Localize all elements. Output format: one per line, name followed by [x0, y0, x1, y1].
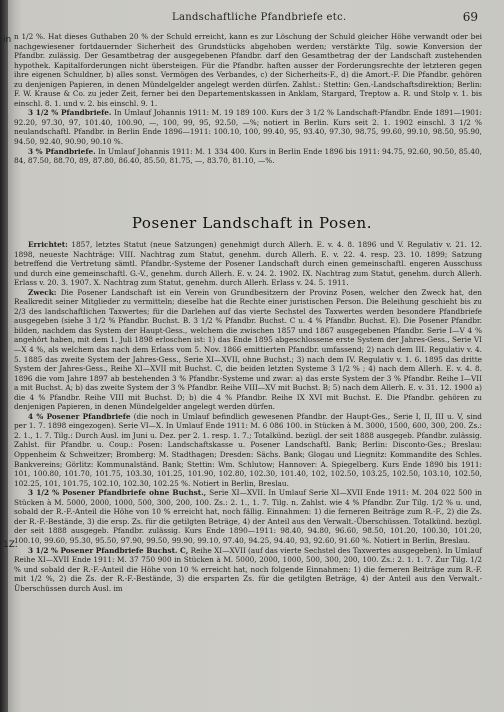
paragraph-3-5-buchst-c — [14, 546, 482, 594]
paragraph-4-pfandbriefe — [14, 412, 482, 488]
paragraph-3-5-pfandbriefe — [14, 108, 482, 146]
edge-mark-top: in — [3, 35, 12, 45]
paragraph-text: (die noch in Umlauf befindlich gewesenen Pfandbr. der Haupt-Ges., Serie I, II, III u. V, sind per 1. 7. 1898 eingezogen). Serie VI—X. In Umlauf Ende 1911: M. 6 086 100. in Stücken à M. 3000, 1500, 600, 300, 200. Zs.: 2. 1., 1. 7. Tilg.: Durch Ausl. im Juni u. Dez. per 2. 1. resp. 1. 7.; Totalkünd. bezügl. der seit 1888 ausgegeb. Pfandbr. zulässig. Zahlst. für Pfandbr. u. Coup.: Posen: Landschaftskasse u. Posener Landschaftl. Bank; Berlin: Disconto-Ges.; Breslau: Oppenheim & Schweitzer; Bromberg: M. Stadthagen; Dresden: Sächs. Bank; Glogau und Liegnitz: Kommandite des Schles. Bankvereins; Görlitz: Kommunalständ. Bank; Stettin: Wm. Schlutow; Hannover: A. Spiegelberg. Kurs Ende 1890 bis 1911: 101, 100.80, 101.70, 101.75, 103.30, 101.25, 101.90, 102.80, 102.30, 101.40, 102, 102.50, 103.25, 102.50, 103.10, 102.50, 102.25, 101, 101.75, 102.10, 102.30, 102.25 %. Notiert in Berlin, Breslau. — [14, 411, 482, 488]
paragraph-label: 3 1/2 % Posener Pfandbriefe Buchst. C, — [28, 545, 189, 555]
paragraph-text: 1857, letztes Statut (neue Satzungen) genehmigt durch Allerh. E. v. 4. 8. 1896 und V. Regulativ v. 21. 12. 1898, neueste Nachträge: VIII. Nachtrag zum Statut, genehm. durch Allerh. E. v. 22. 4. resp. 23. 10. 1899; Satzung betreffend die Vertretung sämtl. Pfandbr.-Systeme der Posener Landschaft durch einen gemeinschaftl. engeren Ausschuss und durch eine gemeinschaftl. G.-V., genehm. durch Allerh. E. v. 24. 2. 1902. IX. Nachtrag zum Statut, genehm. durch Allerh. Erlass v. 20. 3. 1907. X. Nachtrag zum Statut, genehm. durch Allerh. Erlass v. 24. 5. 1911. — [14, 240, 482, 288]
running-title: Landschaftliche Pfandbriefe etc. — [172, 12, 347, 23]
section-posener-landschaft — [14, 240, 482, 593]
paragraph-text: Die Posener Landschaft ist ein Verein von Grundbesitzern der Provinz Posen, welcher den Zweck hat, den Realkredit seiner Mitglieder zu vermitteln; dieselbe hat die Rechte einer juristischen Person. Die Beleihung geschieht bis zu 2/3 des landschaftlichen Taxwertes; für die Darlehen auf das vierte Sechstel des Taxwertes werden besondere Pfandbriefe ausgegeben (siehe 3 1/2 % Pfandbr. Buchst. B. 3 1/2 % Pfandbr. Buchst. C u. 4 % Pfandbr. Buchst. E). Die Posener Pfandbr. bilden, nachdem das System der Haupt-Gess., welchem die zwischen 1857 und 1867 ausgegebenen Pfandbr. Serie I—V 4 % angehört haben, mit dem 1. Juli 1898 erloschen ist: 1) das Ende 1895 abgeschlossene erste System der Jahres-Gess., Serie VI—X 4 %, als welchem das nach dem Erlass vom 5. Nov. 1866 emittierten Pfandbr. umfassend; 2) nach dem III. Regulativ v. 4. 5. 1885 das zweite System der Jahres-Gess., Serie XI—XVII, ohne Buchst.; 3) nach dem IV. Regulativ v. 1. 6. 1895 das dritte System der Jahres-Gess., Reihe XI—XVII mit Buchst. C, die beiden letzten Systeme 3 1/2 % ; 4) nach dem Allerh. E. v. 4. 8. 1896 die vom Jahre 1897 ab bestehenden 3 % Pfandbr.-Systeme und zwar: a) das erste System der 3 % Pfandbr. Reihe I—VII a mit Buchst. A; b) das zweite System der 3 % Pfandbr. Reihe VIII—XV mit Buchst. B; 5) nach dem Allerh. E. v. 31. 12. 1900 a) die 4 % Pfandbr. Reihe VIII mit Buchst. D; b) die 4 % Pfandbr. Reihe IX XVI mit Buchst. E. Die Pfandbr. gehören zu denjenigen Papieren, in denen Mündelgelder angelegt werden dürfen. — [14, 287, 482, 412]
paragraph-label: 3 % Pfandbriefe. — [28, 146, 96, 156]
paragraph-label: Errichtet: — [28, 240, 68, 249]
paragraph-label: 4 % Posener Pfandbriefe — [28, 411, 131, 421]
paragraph-3-5-ohne-buchst — [14, 488, 482, 545]
paragraph-text: In Umlauf Johannis 1911: M. 1 334 400. Kurs in Berlin Ende 1896 bis 1911: 94.75, 92.60, 90.50, 85.40, 84, 87.50, 88.70, 89, 87.80, 86.40, 85.50, 81.75, —, 83.70, 81.10, —%. — [14, 146, 482, 166]
paragraph-errichtet — [14, 240, 482, 288]
paragraph-terms — [14, 32, 482, 108]
paragraph-label: Zweck: — [28, 287, 57, 297]
page-number: 69 — [462, 10, 478, 24]
section-heading: Posener Landschaft in Posen. — [131, 214, 373, 232]
page-gutter — [0, 0, 8, 712]
paragraph-text: n 1/2 %. Hat dieses Guthaben 20 % der Schuld erreicht, kann es zur Löschung der Schuld gleicher Höhe verwandt oder bei nachgewiesener fortdauernder Sicherheit des Grundstücks abgehoben werden; verstärkte Tilg. sowie Konversion der Pfandbr. zulässig. Der Gesamtbetrag der ausgegebenen Pfandbr. darf den Gesamtbetrag der der Landschaft zustehenden hypothek. Kapitalforderungen nicht übersteigen. Für die Pfandbr. haften ausser der Forderungsrechte der letzteren gegen ihre eigenen Schuldner, b) alles sonst. Vermögen des Verbandes, c) der Sicherheits-F., d) die Amort.-F. Die Pfandbr. gehören zu denjenigen Papieren, in denen Mündelgelder angelegt werden dürfen. Zahlst.: Stettin: Gen.-Landschaftsdirektion; Berlin: F. W. Krause & Co. zu jeder Zeit, ferner bei den Departementskassen in Anklam, Stargard, Treptow a. R. und Stolp v. 1. bis einschl. 8. 1. und v. 2. bis einschl. 9. 1. — [14, 32, 482, 108]
paragraph-text: Reihe XI—XVII (auf das vierte Sechstel des Taxwertes ausgegeben). In Umlauf Reihe XI—XVII Ende 1911: M. 37 750 900 in Stücken à M. 5000, 2000, 1000, 500, 300, 200, 100. Zs.: 2. 1. 1. 7. Zur Tilg. 1/2 % und sobald der R.-F.-Anteil die Höhe von 10 % erreicht hat, noch folgende Einnahmen: 1) die ferneren Beiträge zum R.-F. mit 1/2 %, 2) die Zs. der R.-F.-Bestände, 3) die ersparten Zs. für die getilgten Beträge, 4) der Anteil aus den Verwalt.-Überschüssen durch Ausl. im — [14, 545, 482, 593]
paragraph-label: 3 1/2 % Pfandbriefe. — [28, 108, 112, 118]
paragraph-text: Serie XI—XVII. In Umlauf Serie XI—XVII Ende 1911: M. 204 022 500 in Stücken à M. 5000, 2000, 1000, 500, 300, 200, 100. Zs.: 2. 1., 1. 7. Tilg. n. Zahlst. wie 4 % Pfandbr. Zur Tilg. 1/2 % u. und, sobald der R.-F.-Anteil die Höhe von 10 % erreicht hat, noch fällig. Einnahmen: 1) die ferneren Beiträge zum R.-F., 2) die Zs. der R.-F.-Bestände, 3) die ersp. Zs. für die getilgten Beträge, 4) der Anteil aus den Verwalt.-Überschüssen. Totalkünd. bezügl. der seit 1888 ausgegeb. Pfandbr. zulässig. Kurs Ende 1890—1911: 98.40, 94.80, 96.60, 98.50, 101.20, 100.30, 101.20, 100.10, 99.60, 95.30, 95.50, 97.90, 99.50, 99.90, 99.10, 97.40, 94.25, 94.40, 93, 92.60, 91.60 %. Notiert in Berlin, Breslau. — [14, 488, 482, 545]
page-header — [22, 10, 478, 26]
edge-mark-bottom: 1Z. — [3, 540, 18, 550]
paragraph-label: 3 1/2 % Posener Pfandbriefe ohne Buchst., — [28, 488, 207, 498]
paragraph-3-pfandbriefe — [14, 147, 482, 166]
paragraph-text: In Umlauf Johannis 1911: M. 19 189 100. Kurs der 3 1/2 % Landschaft-Pfandbr. Ende 1891—1901: 92.20, 97.30, 97, 101.40, 100.90, —, 100, 99, 95, 92.50, —%; notiert in Berlin. Kurs seit 2. 1. 1902 einschl. 3 1/2 % neulandschaftl. Pfandbr. in Berlin Ende 1896—1911: 100.10, 100, 99.40, 95, 93.40, 97.30, 98.75, 99.60, 99.10, 98.50, 95.90, 94.50, 92.40, 90.90, 90.10 %. — [14, 108, 482, 147]
section-pomeranian-pfandbriefe — [14, 32, 482, 166]
paragraph-zweck — [14, 288, 482, 412]
